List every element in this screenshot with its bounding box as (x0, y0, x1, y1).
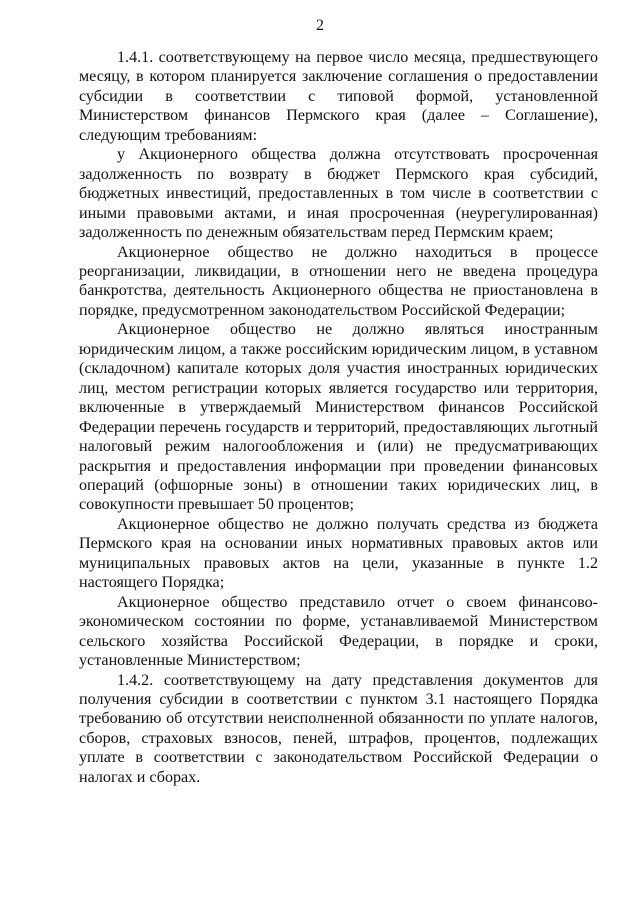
document-body (79, 48, 598, 787)
page-number: 2 (316, 17, 324, 34)
paragraph-financial-report: Акционерное общество представило отчет о своем финансово-экономическом состоянии по форме, устанавливаемой Министерством сельского хозяйства Российской Федерации, в порядке и сроки, установленные Министерством; (79, 593, 598, 670)
paragraph-no-reorganization: Акционерное общество не должно находиться в процессе реорганизации, ликвидации, в отношении него не введена процедура банкротства, деятельность Акционерного общества не приостановлена в порядке, предусмотренном законодательством Российской Федерации; (79, 243, 598, 319)
paragraph-1-4-1: 1.4.1. соответствующему на первое число месяца, предшествующего месяцу, в котором планируется заключение соглашения о предоставлении субсидии в соответствии с типовой формой, установленной Министерством финансов Пермского края (далее – Соглашение), следующим требованиям: (79, 49, 598, 144)
paragraph-not-foreign-entity: Акционерное общество не должно являться иностранным юридическим лицом, а также российским юридическим лицом, в уставном (складочном) капитале которых доля участия иностранных юридических лиц, местом регистрации которых является государство или территория, включенные в утверждаемый Министерством финансов Российской Федерации перечень государств и территорий, предоставляющих льготный налоговый режим налогообложения и (или) не предусматривающих раскрытия и предоставления информации при проведении финансовых операций (офшорные зоны) в отношении таких юридических лиц, в совокупности превышает 50 процентов; (79, 321, 598, 514)
paragraph-no-other-budget-funds: Акционерное общество не должно получать средства из бюджета Пермского края на основании иных нормативных правовых актов или муниципальных правовых актов на цели, указанные в пункте 1.2 настоящего Порядка; (79, 515, 598, 592)
paragraph-no-overdue-debt: у Акционерного общества должна отсутствовать просроченная задолженность по возврату в бюджет Пермского края субсидий, бюджетных инвестиций, предоставленных в том числе в соответствии с иными правовыми актами, и иная просроченная (неурегулированная) задолженность по денежным обязательствам перед Пермским краем; (79, 146, 598, 242)
paragraph-1-4-2: 1.4.2. соответствующему на дату представления документов для получения субсидии в соответствии с пунктом 3.1 настоящего Порядка требованию об отсутствии неисполненной обязанности по уплате налогов, сборов, страховых взносов, пеней, штрафов, процентов, подлежащих уплате в соответствии с законодательством Российской Федерации о налогах и сборах. (79, 671, 598, 786)
